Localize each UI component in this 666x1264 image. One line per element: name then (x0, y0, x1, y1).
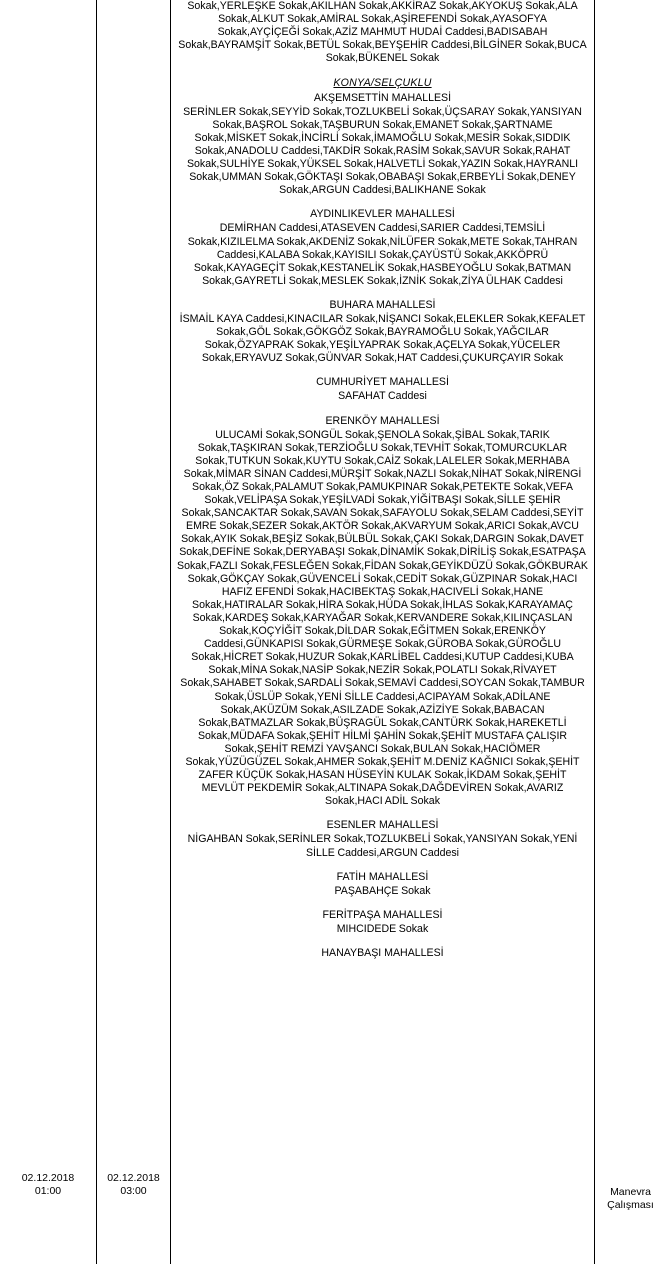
neighborhood-heading: ESENLER MAHALLESİ (326, 819, 439, 832)
street-list: DEMİRHAN Caddesi,ATASEVEN Caddesi,SARIER Caddesi,TEMSİLİ Sokak,KIZILELMA Sokak,AKDENİZ Sokak,NİLÜFER Sokak,METE Sokak,TAHRAN Caddesi,KALABA Sokak,KAYISILI Sokak,ÇAYÜSTÜ Sokak,AKKÖPRÜ Sokak,KAYAGEÇİT Sokak,KESTANELİK Sokak,HASBEYOĞLU Sokak,BATMAN Sokak,GAYRETLİ Sokak,MESLEK Sokak,İZNİK Sokak,ZİYA ÜLHAK Caddesi (187, 222, 578, 287)
street-list: NİGAHBAN Sokak,SERİNLER Sokak,TOZLUKBELİ Sokak,YANSIYAN Sokak,YENİ SİLLE Caddesi,ARGUN Caddesi (187, 833, 578, 859)
start-datetime-cell (0, 1172, 96, 1198)
continued-street-list (177, 0, 588, 65)
neighborhood-block (177, 819, 588, 859)
end-time: 03:00 (120, 1185, 147, 1197)
neighborhood-block (177, 909, 588, 936)
reason-line-1: Manevra (610, 1186, 651, 1198)
reason-cell (595, 1186, 666, 1212)
street-list: ULUCAMİ Sokak,SONGÜL Sokak,ŞENOLA Sokak,ŞİBAL Sokak,TARIK Sokak,TAŞKIRAN Sokak,TERZİOĞLU Sokak,TEVHİT Sokak,TOMURCUKLAR Sokak,TUTKUN Sokak,KUYTU Sokak,CAİZ Sokak,LALELER Sokak,MERHABA Sokak,MİMAR SİNAN Caddesi,MÜRŞİT Sokak,NAZLI Sokak,NİHAT Sokak,NİRENGİ Sokak,ÖZ Sokak,PALAMUT Sokak,PAMUKPINAR Sokak,PETEKTE Sokak,VEFA Sokak,VELİPAŞA Sokak,YEŞİLVADİ Sokak,YİĞİTBAŞI Sokak,SİLLE ŞEHİR Sokak,SANCAKTAR Sokak,SAVAN Sokak,SAFAYOLU Sokak,SELAM Caddesi,SEYİT EMRE Sokak,SEZER Sokak,AKTÖR Sokak,AKVARYUM Sokak,ARICI Sokak,AVCU Sokak,AYIK Sokak,BEŞİZ Sokak,BÜLBÜL Sokak,ÇAKI Sokak,DARGIN Sokak,DAVET Sokak,DEFİNE Sokak,DERYABAŞI Sokak,DİNAMİK Sokak,DİRİLİŞ Sokak,ESATPAŞA Sokak,FAZLI Sokak,FESLEĞEN Sokak,FİDAN Sokak,GEYİKDÜZÜ Sokak,GÖKBURAK Sokak,GÖKÇAY Sokak,GÜVENCELİ Sokak,CEDİT Sokak,GÜZPINAR Sokak,HACI HAFIZ EFENDİ Sokak,HACIBEKTAŞ Sokak,HACIVELİ Sokak,HANE Sokak,HATIRALAR Sokak,HİRA Sokak,HÜDA Sokak,İHLAS Sokak,KARAYAMAÇ Sokak,KARDEŞ Sokak,KARYAĞAR Sokak,KERVANDERE Sokak,KILINÇASLAN Sokak,KOÇYİĞİT Sokak,DİLDAR Sokak,EĞİTMEN Sokak,ERENKÖY Caddesi,GÜNKAPISI Sokak,GÜRMEŞE Sokak,GÜROBA Sokak,GÜROĞLU Sokak,HİCRET Sokak,HUZUR Sokak,KARLİBEL Caddesi,KUTUP Caddesi,KUBA Sokak,MİNA Sokak,NASİP Sokak,NEZİR Sokak,POLATLI Sokak,RİVAYET Sokak,SAHABET Sokak,SARDALİ Sokak,SEMAVİ Caddesi,SOYCAN Sokak,TAMBUR Sokak,ÜSLÜP Sokak,YENİ SİLLE Caddesi,ACIPAYAM Sokak,ADİLANE Sokak,AKÜZÜM Sokak,ASILZADE Sokak,AZİZİYE Sokak,BABACAN Sokak,BATMAZLAR Sokak,BÜŞRAGÜL Sokak,CANTÜRK Sokak,HAREKETLİ Sokak,MÜDAFA Sokak,ŞEHİT HİLMİ ŞAHİN Sokak,ŞEHİT MUSTAFA ÇALIŞIR Sokak,ŞEHİT REMZİ YAVŞANCI Sokak,BULAN Sokak,HACIÖMER Sokak,YÜZÜGÜZEL Sokak,AHMER Sokak,ŞEHİT M.DENİZ KAĞNICI Sokak,ŞEHİT ZAFER KÜÇÜK Sokak,HASAN HÜSEYİN KULAK Sokak,İKDAM Sokak,ŞEHİT MEVLÜT PEKDEMİR Sokak,ALTINAPA Sokak,DAĞDEVİREN Sokak,AVARIZ Sokak,HACI ADİL Sokak (177, 428, 588, 808)
neighborhood-block (177, 415, 588, 809)
street-list: MIHCIDEDE Sokak (336, 922, 429, 935)
affected-areas-content (177, 0, 588, 960)
street-list: SERİNLER Sokak,SEYYİD Sokak,TOZLUKBELİ Sokak,ÜÇSARAY Sokak,YANSIYAN Sokak,BAŞROL Sokak,TAŞBURUN Sokak,EMANET Sokak,ŞARTNAME Sokak,MİSKET Sokak,İNCİRLİ Sokak,İMAMOĞLU Sokak,MESİR Sokak,SIDDIK Sokak,ANADOLU Caddesi,TAKDİR Sokak,RASİM Sokak,SAVUR Sokak,RAHAT Sokak,SULHİYE Sokak,YÜKSEL Sokak,HALVETLİ Sokak,YAZIN Sokak,HAYRANLI Sokak,UMMAN Sokak,GÖKTAŞI Sokak,OBABAŞI Sokak,ERBEYLİ Sokak,DENEY Sokak,ARGUN Caddesi,BALIKHANE Sokak (183, 105, 582, 197)
neighborhood-heading: FATİH MAHALLESİ (336, 870, 429, 883)
neighborhood-heading: HANAYBAŞI MAHALLESİ (321, 947, 444, 959)
column-reason (595, 0, 666, 1264)
neighborhood-heading: ERENKÖY MAHALLESİ (325, 414, 440, 427)
street-list: İSMAİL KAYA Caddesi,KINACILAR Sokak,NİŞANCI Sokak,ELEKLER Sokak,KEFALET Sokak,GÖL Sokak,GÖKGÖZ Sokak,BAYRAMOĞLU Sokak,YAĞCILAR Sokak,ÖZYAPRAK Sokak,YEŞİLYAPRAK Sokak,AÇELYA Sokak,YÜCELER Sokak,ERYAVUZ Sokak,GÜNVAR Sokak,HAT Caddesi,ÇUKURÇAYIR Sokak (179, 312, 586, 365)
end-datetime-cell (97, 1172, 170, 1198)
column-affected-areas (171, 0, 595, 1264)
district-block (177, 77, 588, 197)
neighborhood-heading: CUMHURİYET MAHALLESİ (316, 376, 449, 389)
neighborhood-block (177, 871, 588, 898)
neighborhood-heading: FERİTPAŞA MAHALLESİ (322, 908, 443, 921)
start-time: 01:00 (34, 1185, 62, 1197)
neighborhood-heading: AKŞEMSETTİN MAHALLESİ (313, 91, 452, 104)
street-list: SAFAHAT Caddesi (338, 390, 427, 403)
street-list: PAŞABAHÇE Sokak (334, 884, 431, 897)
neighborhood-block (177, 947, 588, 960)
neighborhood-heading: AYDINLIKEVLER MAHALLESİ (310, 208, 455, 221)
neighborhood-block (177, 299, 588, 365)
reason-line-2: Çalışması (607, 1199, 654, 1211)
neighborhood-heading: BUHARA MAHALLESİ (329, 298, 436, 311)
neighborhood-block (177, 208, 588, 288)
column-end-datetime (97, 0, 171, 1264)
start-date: 02.12.2018 (21, 1172, 75, 1184)
end-date: 02.12.2018 (107, 1172, 160, 1184)
street-list: Sokak,YERLEŞKE Sokak,AKILHAN Sokak,AKKİRAZ Sokak,AKYOKUŞ Sokak,ALA Sokak,ALKUT Sokak,AMİRAL Sokak,AŞİREFENDİ Sokak,AYASOFYA Sokak,AYÇİÇEĞİ Sokak,AZİZ MAHMUT HUDAİ Caddesi,BADISABAH Sokak,BAYRAMŞİT Sokak,BETÜL Sokak,BEYŞEHİR Caddesi,BİLGİNER Sokak,BUCA Sokak,BÜKENEL Sokak (178, 0, 587, 65)
column-start-datetime (0, 0, 97, 1264)
district-heading: KONYA/SELÇUKLU (333, 77, 432, 90)
neighborhood-block (177, 376, 588, 403)
